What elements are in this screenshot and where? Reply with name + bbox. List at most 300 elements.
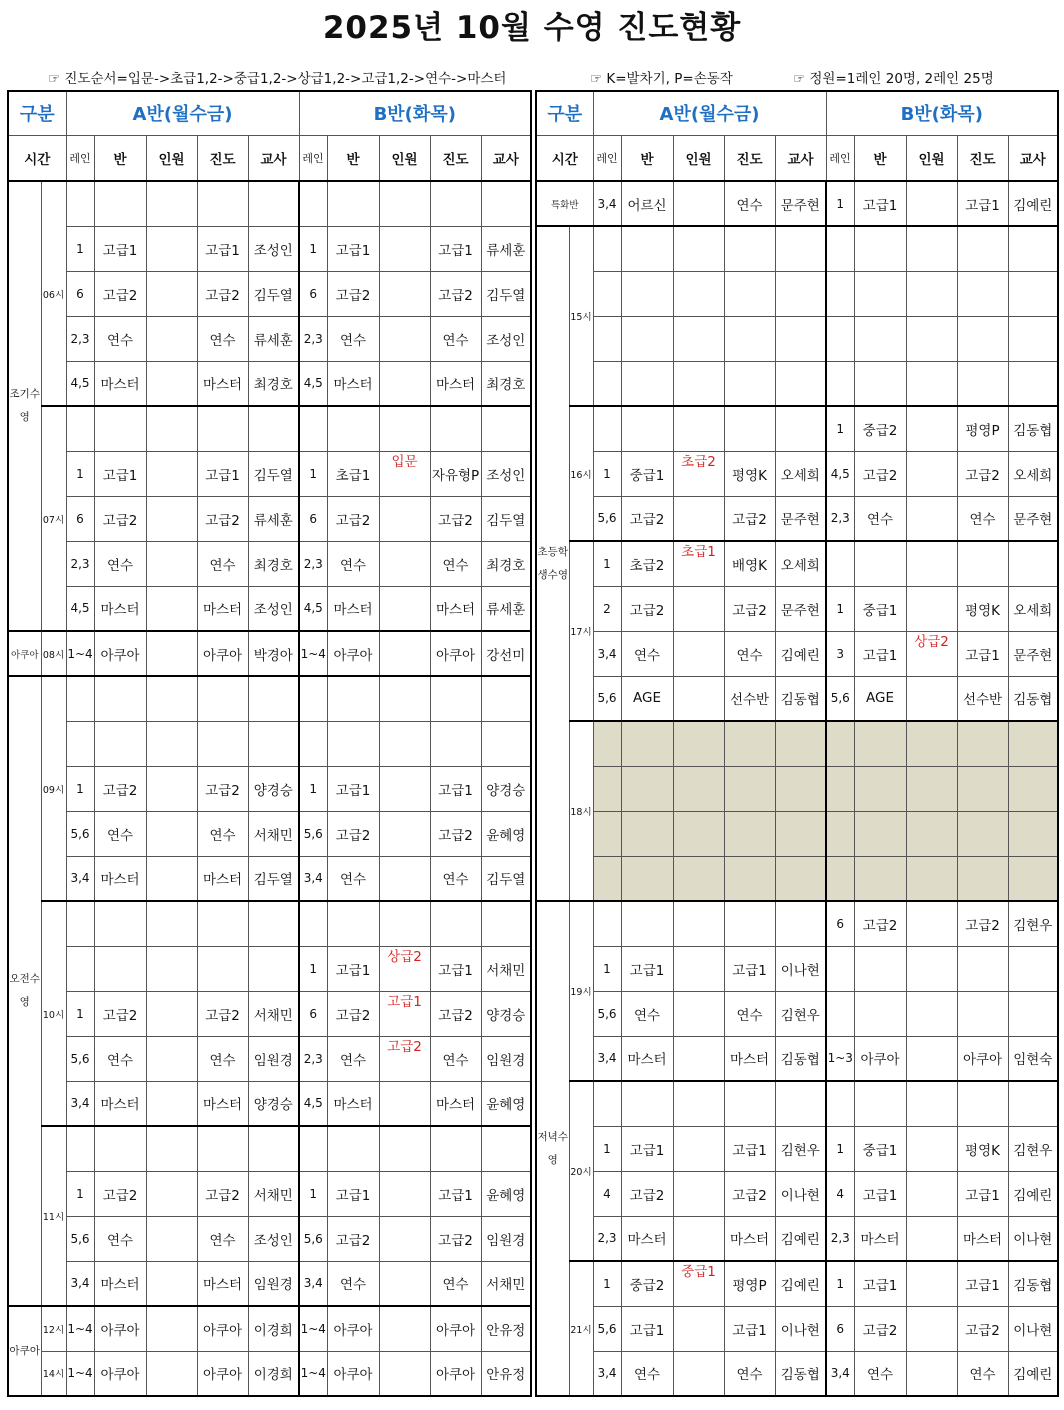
right-b-count bbox=[906, 1126, 957, 1171]
left-a-count bbox=[146, 451, 197, 496]
left-row bbox=[8, 1081, 531, 1126]
right-b-count bbox=[906, 991, 957, 1036]
right-row bbox=[536, 1081, 1058, 1126]
right-row bbox=[536, 901, 1058, 946]
left-a-teacher: 김두열 bbox=[248, 856, 299, 901]
right-a-progress: 마스터 bbox=[724, 1216, 775, 1261]
right-row bbox=[536, 991, 1058, 1036]
left-row bbox=[8, 766, 531, 811]
right-b-lane: 2,3 bbox=[826, 496, 854, 541]
right-a-ban bbox=[621, 856, 673, 901]
left-a-lane bbox=[66, 676, 94, 721]
right-b-lane: 1 bbox=[826, 586, 854, 631]
left-a-progress: 마스터 bbox=[197, 586, 248, 631]
left-a-ban bbox=[94, 721, 146, 766]
left-b-ban bbox=[327, 181, 379, 226]
right-b-count bbox=[906, 631, 957, 676]
left-b-ban: 연수 bbox=[327, 541, 379, 586]
right-hour-label: 20시 bbox=[569, 1081, 593, 1261]
left-a-lane: 3,4 bbox=[66, 1081, 94, 1126]
note-progress-order: ☞ 진도순서=입문->초급1,2->중급1,2->상급1,2->고급1,2->연수->마스터 bbox=[48, 71, 507, 87]
right-b-ban: 고급1 bbox=[854, 631, 906, 676]
right-a-teacher bbox=[775, 766, 826, 811]
left-b-progress: 고급2 bbox=[430, 1216, 481, 1261]
right-b-ban bbox=[854, 856, 906, 901]
left-a-ban: 연수 bbox=[94, 541, 146, 586]
right-a-ban: 고급2 bbox=[621, 1171, 673, 1216]
right-row bbox=[536, 316, 1058, 361]
left-hour-label: 11시 bbox=[41, 1126, 66, 1306]
left-b-progress: 아쿠아 bbox=[430, 1306, 481, 1351]
right-b-count bbox=[906, 1261, 957, 1306]
right-b-count bbox=[906, 946, 957, 991]
right-b-count bbox=[906, 406, 957, 451]
left-a-ban: 아쿠아 bbox=[94, 1351, 146, 1396]
right-a-ban: 고급1 bbox=[621, 1126, 673, 1171]
left-a-ban: 마스터 bbox=[94, 361, 146, 406]
left-a-ban: 고급1 bbox=[94, 451, 146, 496]
left-a-count bbox=[146, 361, 197, 406]
right-a-teacher: 문주현 bbox=[775, 496, 826, 541]
left-b-count bbox=[379, 721, 430, 766]
right-b-teacher bbox=[1008, 721, 1058, 766]
right-a-progress: 평영K bbox=[724, 451, 775, 496]
left-b-progress: 연수 bbox=[430, 541, 481, 586]
right-b-ban bbox=[854, 766, 906, 811]
right-b-count bbox=[906, 676, 957, 721]
right-b-lane bbox=[826, 316, 854, 361]
left-b-teacher: 서채민 bbox=[481, 946, 531, 991]
left-a-teacher: 이경희 bbox=[248, 1306, 299, 1351]
left-a-lane: 1~4 bbox=[66, 1351, 94, 1396]
left-b-teacher: 양경승 bbox=[481, 991, 531, 1036]
left-b-count bbox=[379, 1306, 430, 1351]
right-a-progress: 고급1 bbox=[724, 1126, 775, 1171]
right-a-ban: 고급2 bbox=[621, 586, 673, 631]
left-b-ban: 고급2 bbox=[327, 1216, 379, 1261]
right-hour-label: 18시 bbox=[569, 721, 593, 901]
left-a-ban: 연수 bbox=[94, 1216, 146, 1261]
left-a-progress: 연수 bbox=[197, 316, 248, 361]
right-b-teacher: 문주현 bbox=[1008, 496, 1058, 541]
right-hour-label: 15시 bbox=[569, 226, 593, 406]
left-a-ban: 연수 bbox=[94, 316, 146, 361]
right-a-teacher: 김동협 bbox=[775, 1351, 826, 1396]
right-a-lane bbox=[593, 316, 621, 361]
left-a-count bbox=[146, 1261, 197, 1306]
left-b-count bbox=[379, 496, 430, 541]
left-a-teacher: 임원경 bbox=[248, 1036, 299, 1081]
right-b-teacher: 김현우 bbox=[1008, 901, 1058, 946]
left-hour-label: 14시 bbox=[41, 1351, 66, 1396]
right-a-count bbox=[673, 586, 724, 631]
right-row bbox=[536, 406, 1058, 451]
right-row bbox=[536, 676, 1058, 721]
header-time: 시간 bbox=[8, 135, 66, 181]
left-a-progress bbox=[197, 181, 248, 226]
left-a-lane: 1~4 bbox=[66, 1306, 94, 1351]
left-b-ban: 연수 bbox=[327, 1036, 379, 1081]
right-a-count bbox=[673, 541, 724, 586]
right-a-count bbox=[673, 1261, 724, 1306]
left-b-teacher bbox=[481, 406, 531, 451]
header-a-class: A반(월수금) bbox=[66, 91, 299, 135]
right-a-count bbox=[673, 631, 724, 676]
left-hour-label: 08시 bbox=[41, 631, 66, 676]
left-a-count bbox=[146, 541, 197, 586]
left-b-lane: 6 bbox=[299, 271, 327, 316]
left-a-ban: 고급1 bbox=[94, 226, 146, 271]
left-b-teacher: 윤혜영 bbox=[481, 1171, 531, 1216]
right-b-teacher: 김예린 bbox=[1008, 1171, 1058, 1216]
left-row bbox=[8, 1126, 531, 1171]
left-a-teacher: 박경아 bbox=[248, 631, 299, 676]
left-a-count bbox=[146, 316, 197, 361]
left-a-progress: 마스터 bbox=[197, 1081, 248, 1126]
right-a-ban bbox=[621, 226, 673, 271]
right-a-teacher bbox=[775, 901, 826, 946]
left-b-progress: 고급1 bbox=[430, 226, 481, 271]
right-b-lane: 3,4 bbox=[826, 1351, 854, 1396]
right-b-teacher bbox=[1008, 541, 1058, 586]
left-a-count bbox=[146, 811, 197, 856]
left-a-teacher: 임원경 bbox=[248, 1261, 299, 1306]
right-b-count bbox=[906, 1216, 957, 1261]
left-a-lane: 6 bbox=[66, 271, 94, 316]
right-b-teacher: 김예린 bbox=[1008, 1351, 1058, 1396]
right-a-progress: 고급2 bbox=[724, 496, 775, 541]
right-a-progress: 고급2 bbox=[724, 586, 775, 631]
right-a-teacher: 문주현 bbox=[775, 181, 826, 226]
left-a-lane: 5,6 bbox=[66, 811, 94, 856]
left-b-progress: 고급1 bbox=[430, 766, 481, 811]
right-a-lane: 1 bbox=[593, 451, 621, 496]
header-b-class: B반(화목) bbox=[826, 91, 1058, 135]
right-a-teacher bbox=[775, 226, 826, 271]
left-row bbox=[8, 361, 531, 406]
left-a-count bbox=[146, 1081, 197, 1126]
right-b-progress bbox=[957, 856, 1008, 901]
right-b-teacher bbox=[1008, 226, 1058, 271]
left-a-count bbox=[146, 496, 197, 541]
left-b-count bbox=[379, 361, 430, 406]
left-row bbox=[8, 1351, 531, 1396]
left-a-count bbox=[146, 1306, 197, 1351]
right-a-count bbox=[673, 856, 724, 901]
left-a-progress bbox=[197, 721, 248, 766]
right-a-teacher: 김동협 bbox=[775, 676, 826, 721]
right-b-teacher bbox=[1008, 1081, 1058, 1126]
right-b-count bbox=[906, 451, 957, 496]
right-b-lane bbox=[826, 226, 854, 271]
left-b-count bbox=[379, 541, 430, 586]
left-b-progress bbox=[430, 406, 481, 451]
right-a-ban: 중급2 bbox=[621, 1261, 673, 1306]
left-a-progress bbox=[197, 676, 248, 721]
right-b-count bbox=[906, 271, 957, 316]
right-row bbox=[536, 271, 1058, 316]
left-b-lane: 5,6 bbox=[299, 811, 327, 856]
left-a-ban: 마스터 bbox=[94, 1081, 146, 1126]
right-row bbox=[536, 946, 1058, 991]
right-a-teacher: 오세희 bbox=[775, 541, 826, 586]
left-b-count bbox=[379, 181, 430, 226]
right-b-count bbox=[906, 1171, 957, 1216]
right-a-teacher: 김예린 bbox=[775, 631, 826, 676]
left-b-teacher: 양경승 bbox=[481, 766, 531, 811]
left-b-teacher: 최경호 bbox=[481, 361, 531, 406]
left-a-ban bbox=[94, 901, 146, 946]
right-b-count bbox=[906, 1036, 957, 1081]
left-a-progress bbox=[197, 406, 248, 451]
right-b-progress: 고급2 bbox=[957, 451, 1008, 496]
right-a-teacher bbox=[775, 361, 826, 406]
right-a-lane: 1 bbox=[593, 1126, 621, 1171]
left-b-teacher: 김두열 bbox=[481, 271, 531, 316]
left-schedule-table bbox=[7, 90, 532, 1397]
left-row bbox=[8, 1171, 531, 1216]
right-a-progress bbox=[724, 721, 775, 766]
right-b-lane: 1~3 bbox=[826, 1036, 854, 1081]
left-hour-label: 12시 bbox=[41, 1306, 66, 1351]
left-b-progress: 고급1 bbox=[430, 1171, 481, 1216]
right-b-count bbox=[906, 496, 957, 541]
right-b-teacher: 김예린 bbox=[1008, 181, 1058, 226]
right-row bbox=[536, 811, 1058, 856]
right-a-ban: 연수 bbox=[621, 1351, 673, 1396]
right-a-count bbox=[673, 766, 724, 811]
right-a-ban: 고급1 bbox=[621, 1306, 673, 1351]
right-a-count bbox=[673, 721, 724, 766]
right-a-teacher: 김현우 bbox=[775, 1126, 826, 1171]
right-a-ban: 중급1 bbox=[621, 451, 673, 496]
right-a-count bbox=[673, 991, 724, 1036]
left-b-progress: 아쿠아 bbox=[430, 1351, 481, 1396]
right-b-ban bbox=[854, 1081, 906, 1126]
right-b-ban: 중급1 bbox=[854, 1126, 906, 1171]
page-title: 2025년 10월 수영 진도현황 bbox=[322, 10, 742, 46]
left-b-teacher: 류세훈 bbox=[481, 586, 531, 631]
right-a-progress bbox=[724, 901, 775, 946]
left-b-lane: 6 bbox=[299, 496, 327, 541]
right-row bbox=[536, 856, 1058, 901]
right-a-ban bbox=[621, 316, 673, 361]
left-a-ban: 아쿠아 bbox=[94, 1306, 146, 1351]
right-b-ban: 고급1 bbox=[854, 1171, 906, 1216]
left-a-teacher: 조성인 bbox=[248, 1216, 299, 1261]
left-b-count bbox=[379, 1036, 430, 1081]
left-b-teacher: 조성인 bbox=[481, 451, 531, 496]
right-b-lane bbox=[826, 991, 854, 1036]
left-a-teacher: 김두열 bbox=[248, 271, 299, 316]
left-b-lane: 1~4 bbox=[299, 1351, 327, 1396]
right-a-teacher bbox=[775, 406, 826, 451]
right-a-ban bbox=[621, 721, 673, 766]
left-hour-label: 10시 bbox=[41, 901, 66, 1126]
left-a-ban: 고급2 bbox=[94, 271, 146, 316]
left-a-teacher: 류세훈 bbox=[248, 496, 299, 541]
left-a-lane bbox=[66, 181, 94, 226]
right-row bbox=[536, 586, 1058, 631]
left-a-progress: 마스터 bbox=[197, 856, 248, 901]
left-a-teacher: 김두열 bbox=[248, 451, 299, 496]
left-b-teacher bbox=[481, 721, 531, 766]
left-b-lane: 1 bbox=[299, 766, 327, 811]
left-a-count bbox=[146, 181, 197, 226]
right-a-count bbox=[673, 1216, 724, 1261]
right-a-lane: 5,6 bbox=[593, 991, 621, 1036]
right-a-ban: 초급2 bbox=[621, 541, 673, 586]
left-b-teacher bbox=[481, 901, 531, 946]
right-b-progress: 아쿠아 bbox=[957, 1036, 1008, 1081]
right-b-progress: 고급1 bbox=[957, 631, 1008, 676]
left-a-ban bbox=[94, 946, 146, 991]
right-a-teacher bbox=[775, 856, 826, 901]
right-b-teacher bbox=[1008, 811, 1058, 856]
left-b-progress: 연수 bbox=[430, 856, 481, 901]
right-b-ban bbox=[854, 361, 906, 406]
left-a-progress bbox=[197, 901, 248, 946]
right-b-progress bbox=[957, 946, 1008, 991]
left-b-progress bbox=[430, 1126, 481, 1171]
header-gubun: 구분 bbox=[536, 91, 593, 135]
right-a-ban bbox=[621, 766, 673, 811]
left-b-ban: 고급2 bbox=[327, 811, 379, 856]
left-a-teacher bbox=[248, 1126, 299, 1171]
left-b-progress: 자유형P bbox=[430, 451, 481, 496]
left-b-teacher: 안유정 bbox=[481, 1306, 531, 1351]
right-b-lane: 1 bbox=[826, 1126, 854, 1171]
left-a-progress: 아쿠아 bbox=[197, 1306, 248, 1351]
left-a-progress: 고급1 bbox=[197, 451, 248, 496]
right-b-progress: 연수 bbox=[957, 496, 1008, 541]
right-a-ban bbox=[621, 1081, 673, 1126]
left-row bbox=[8, 1261, 531, 1306]
right-hour-label: 16시 bbox=[569, 406, 593, 541]
left-a-teacher: 서채민 bbox=[248, 811, 299, 856]
header-b-class: B반(화목) bbox=[299, 91, 531, 135]
left-b-count bbox=[379, 1351, 430, 1396]
left-b-count bbox=[379, 316, 430, 361]
right-hour-label: 19시 bbox=[569, 901, 593, 1081]
left-row bbox=[8, 1036, 531, 1081]
left-row bbox=[8, 991, 531, 1036]
left-b-progress: 아쿠아 bbox=[430, 631, 481, 676]
right-a-count bbox=[673, 316, 724, 361]
right-b-lane bbox=[826, 811, 854, 856]
right-b-teacher: 이나현 bbox=[1008, 1306, 1058, 1351]
right-a-lane: 1 bbox=[593, 1261, 621, 1306]
right-b-progress bbox=[957, 271, 1008, 316]
left-a-lane: 6 bbox=[66, 496, 94, 541]
header-count: 인원 bbox=[379, 135, 430, 181]
left-b-lane: 2,3 bbox=[299, 1036, 327, 1081]
right-hour-label: 21시 bbox=[569, 1261, 593, 1396]
right-a-lane bbox=[593, 1081, 621, 1126]
right-a-lane bbox=[593, 811, 621, 856]
left-b-lane: 5,6 bbox=[299, 1216, 327, 1261]
left-b-ban bbox=[327, 676, 379, 721]
right-a-teacher bbox=[775, 721, 826, 766]
left-a-count bbox=[146, 1351, 197, 1396]
right-b-lane: 5,6 bbox=[826, 676, 854, 721]
left-a-progress: 고급1 bbox=[197, 226, 248, 271]
header-progress: 진도 bbox=[197, 135, 248, 181]
right-b-ban bbox=[854, 541, 906, 586]
left-a-count bbox=[146, 1126, 197, 1171]
left-b-ban bbox=[327, 901, 379, 946]
left-b-ban: 고급2 bbox=[327, 991, 379, 1036]
left-b-ban: 고급1 bbox=[327, 946, 379, 991]
left-a-ban: 마스터 bbox=[94, 1261, 146, 1306]
right-a-count bbox=[673, 811, 724, 856]
right-row bbox=[536, 1351, 1058, 1396]
right-a-lane bbox=[593, 721, 621, 766]
left-row bbox=[8, 586, 531, 631]
header-lane: 레인 bbox=[299, 135, 327, 181]
left-a-ban: 연수 bbox=[94, 1036, 146, 1081]
right-hour-label: 17시 bbox=[569, 541, 593, 721]
right-row bbox=[536, 541, 1058, 586]
right-a-lane bbox=[593, 271, 621, 316]
left-a-ban: 고급2 bbox=[94, 766, 146, 811]
left-row bbox=[8, 1216, 531, 1261]
right-b-ban: 연수 bbox=[854, 496, 906, 541]
left-row bbox=[8, 856, 531, 901]
right-a-progress: 선수반 bbox=[724, 676, 775, 721]
right-b-count bbox=[906, 766, 957, 811]
left-b-teacher: 김두열 bbox=[481, 856, 531, 901]
right-a-count bbox=[673, 946, 724, 991]
right-b-ban: 아쿠아 bbox=[854, 1036, 906, 1081]
right-a-lane: 5,6 bbox=[593, 676, 621, 721]
right-b-teacher bbox=[1008, 991, 1058, 1036]
right-b-teacher: 오세희 bbox=[1008, 451, 1058, 496]
left-b-teacher bbox=[481, 676, 531, 721]
right-a-ban: 연수 bbox=[621, 631, 673, 676]
right-a-ban: 고급2 bbox=[621, 496, 673, 541]
right-row bbox=[536, 766, 1058, 811]
right-a-ban bbox=[621, 901, 673, 946]
left-a-ban: 마스터 bbox=[94, 586, 146, 631]
left-b-lane: 1 bbox=[299, 946, 327, 991]
left-b-ban: 아쿠아 bbox=[327, 1351, 379, 1396]
left-row bbox=[8, 946, 531, 991]
left-b-progress: 고급2 bbox=[430, 991, 481, 1036]
right-b-lane bbox=[826, 361, 854, 406]
left-b-lane: 4,5 bbox=[299, 361, 327, 406]
left-a-progress: 연수 bbox=[197, 1216, 248, 1261]
right-b-progress: 고급1 bbox=[957, 1261, 1008, 1306]
right-b-count bbox=[906, 901, 957, 946]
left-row bbox=[8, 676, 531, 721]
header-count: 인원 bbox=[906, 135, 957, 181]
left-b-progress: 고급2 bbox=[430, 811, 481, 856]
right-a-ban bbox=[621, 361, 673, 406]
right-b-count bbox=[906, 541, 957, 586]
left-b-lane: 1 bbox=[299, 1171, 327, 1216]
left-row bbox=[8, 316, 531, 361]
left-a-count bbox=[146, 676, 197, 721]
previous-level-note: 중급1 bbox=[681, 1264, 716, 1280]
right-b-lane bbox=[826, 946, 854, 991]
right-a-progress bbox=[724, 766, 775, 811]
previous-level-note: 상급2 bbox=[914, 633, 949, 650]
left-a-progress: 마스터 bbox=[197, 1261, 248, 1306]
right-b-lane bbox=[826, 856, 854, 901]
right-b-teacher: 김동협 bbox=[1008, 676, 1058, 721]
right-b-ban: 중급1 bbox=[854, 586, 906, 631]
